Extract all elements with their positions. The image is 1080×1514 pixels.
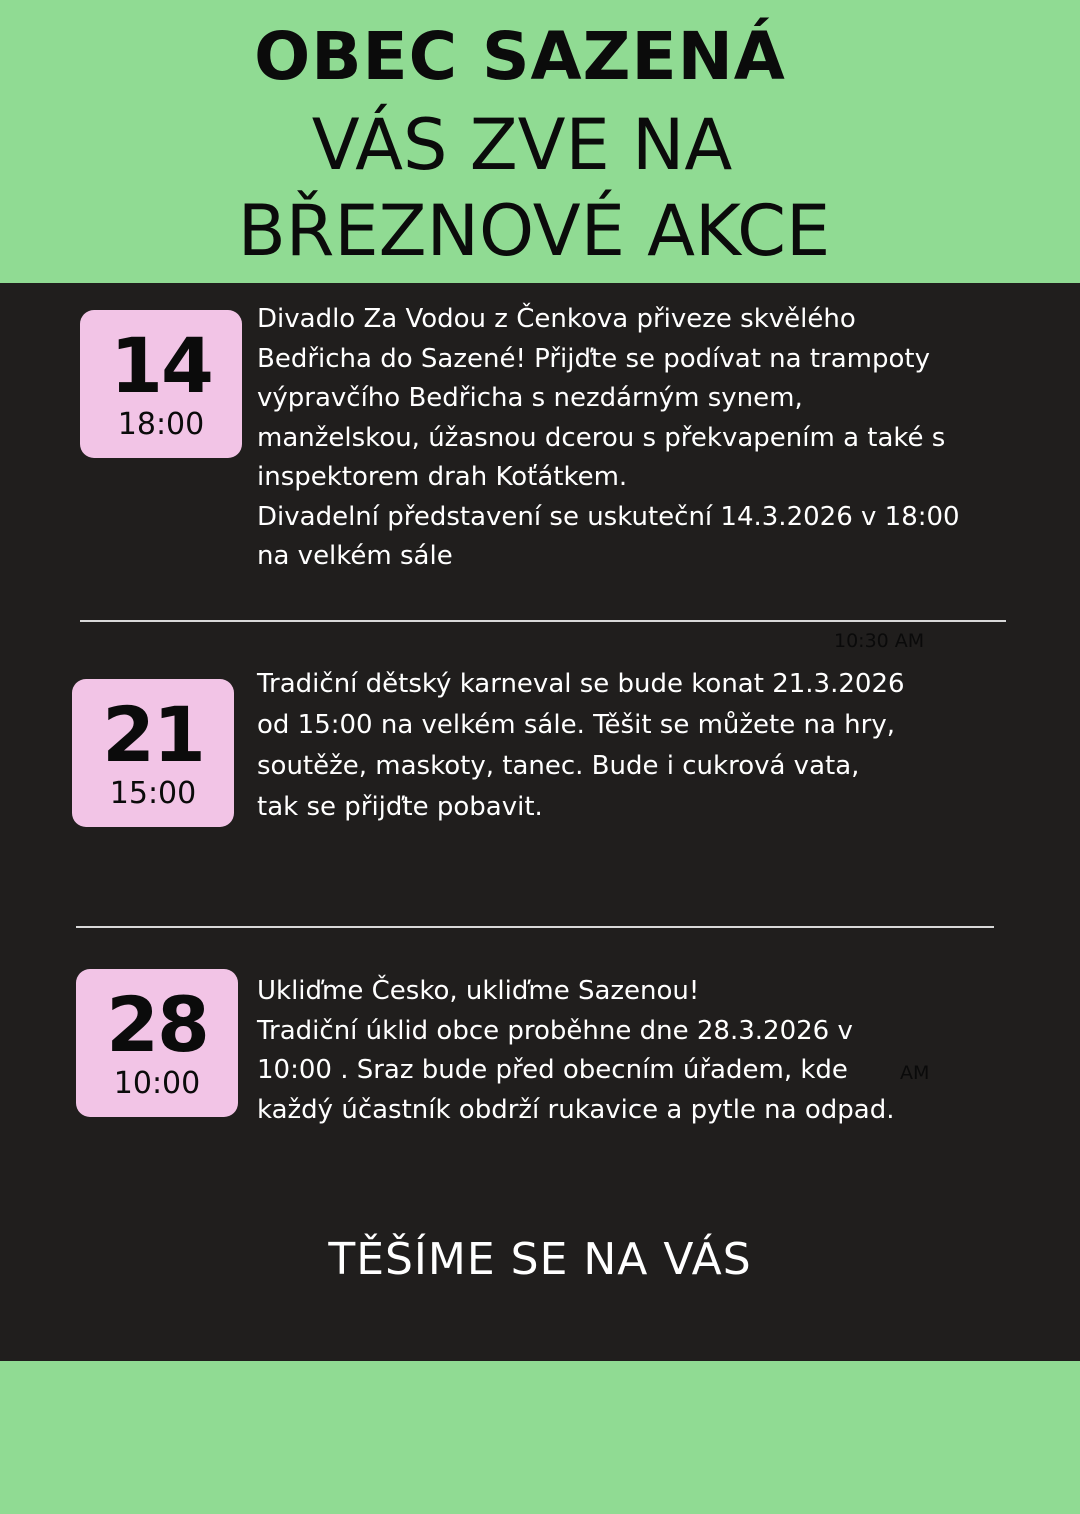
event-1-line: Divadlo Za Vodou z Čenkova přiveze skvělého	[257, 304, 856, 334]
event-2-line: od 15:00 na velkém sále. Těšit se můžete na hry,	[257, 710, 895, 740]
page-title: OBEC SAZENÁ	[254, 18, 786, 95]
subtitle-line-2: BŘEZNOVÉ AKCE	[237, 190, 831, 272]
ghost-am-label: AM	[900, 1062, 930, 1084]
event-1-line: výpravčího Bedřicha s nezdárným synem,	[257, 383, 803, 413]
event-1-time: 18:00	[117, 407, 205, 442]
event-3-day: 28	[106, 980, 208, 1069]
event-1-day: 14	[110, 321, 212, 410]
event-2-line: soutěže, maskoty, tanec. Bude i cukrová vata,	[257, 751, 860, 781]
subtitle-line-1: VÁS ZVE NA	[311, 104, 733, 186]
event-1-line: Bedřicha do Sazené! Přijďte se podívat na trampoty	[257, 343, 930, 374]
event-1-line: manželskou, úžasnou dcerou s překvapením a také s	[257, 422, 946, 453]
event-1-line: inspektorem drah Koťátkem.	[257, 462, 628, 492]
event-1-description	[257, 300, 960, 577]
event-1-line: na velkém sále	[257, 541, 453, 571]
event-1-line: Divadelní představení se uskuteční 14.3.2026 v 18:00	[257, 501, 960, 532]
event-3-line: Tradiční úklid obce proběhne dne 28.3.2026 v	[257, 1015, 853, 1046]
event-2-line: Tradiční dětský karneval se bude konat 21.3.2026	[257, 669, 905, 699]
event-3-time: 10:00	[113, 1066, 201, 1101]
divider-2	[76, 926, 994, 928]
event-2-day: 21	[102, 690, 204, 779]
footer-band	[0, 1361, 1080, 1514]
divider-1	[80, 620, 1006, 622]
event-2-description	[257, 664, 905, 828]
event-1-date-badge	[80, 310, 242, 458]
event-3-date-badge	[76, 969, 238, 1117]
event-2-time: 15:00	[109, 776, 197, 811]
ghost-time-label: 10:30 AM	[834, 630, 925, 652]
event-3-line: Ukliďme Česko, ukliďme Sazenou!	[257, 976, 700, 1006]
event-3-line: 10:00 . Sraz bude před obecním úřadem, kde	[257, 1055, 848, 1085]
event-3-line: každý účastník obdrží rukavice a pytle na odpad.	[257, 1094, 895, 1125]
event-2-date-badge	[72, 679, 234, 827]
event-3-description	[257, 972, 894, 1130]
closing-message: TĚŠÍME SE NA VÁS	[328, 1234, 752, 1285]
event-2-line: tak se přijďte pobavit.	[257, 792, 543, 822]
